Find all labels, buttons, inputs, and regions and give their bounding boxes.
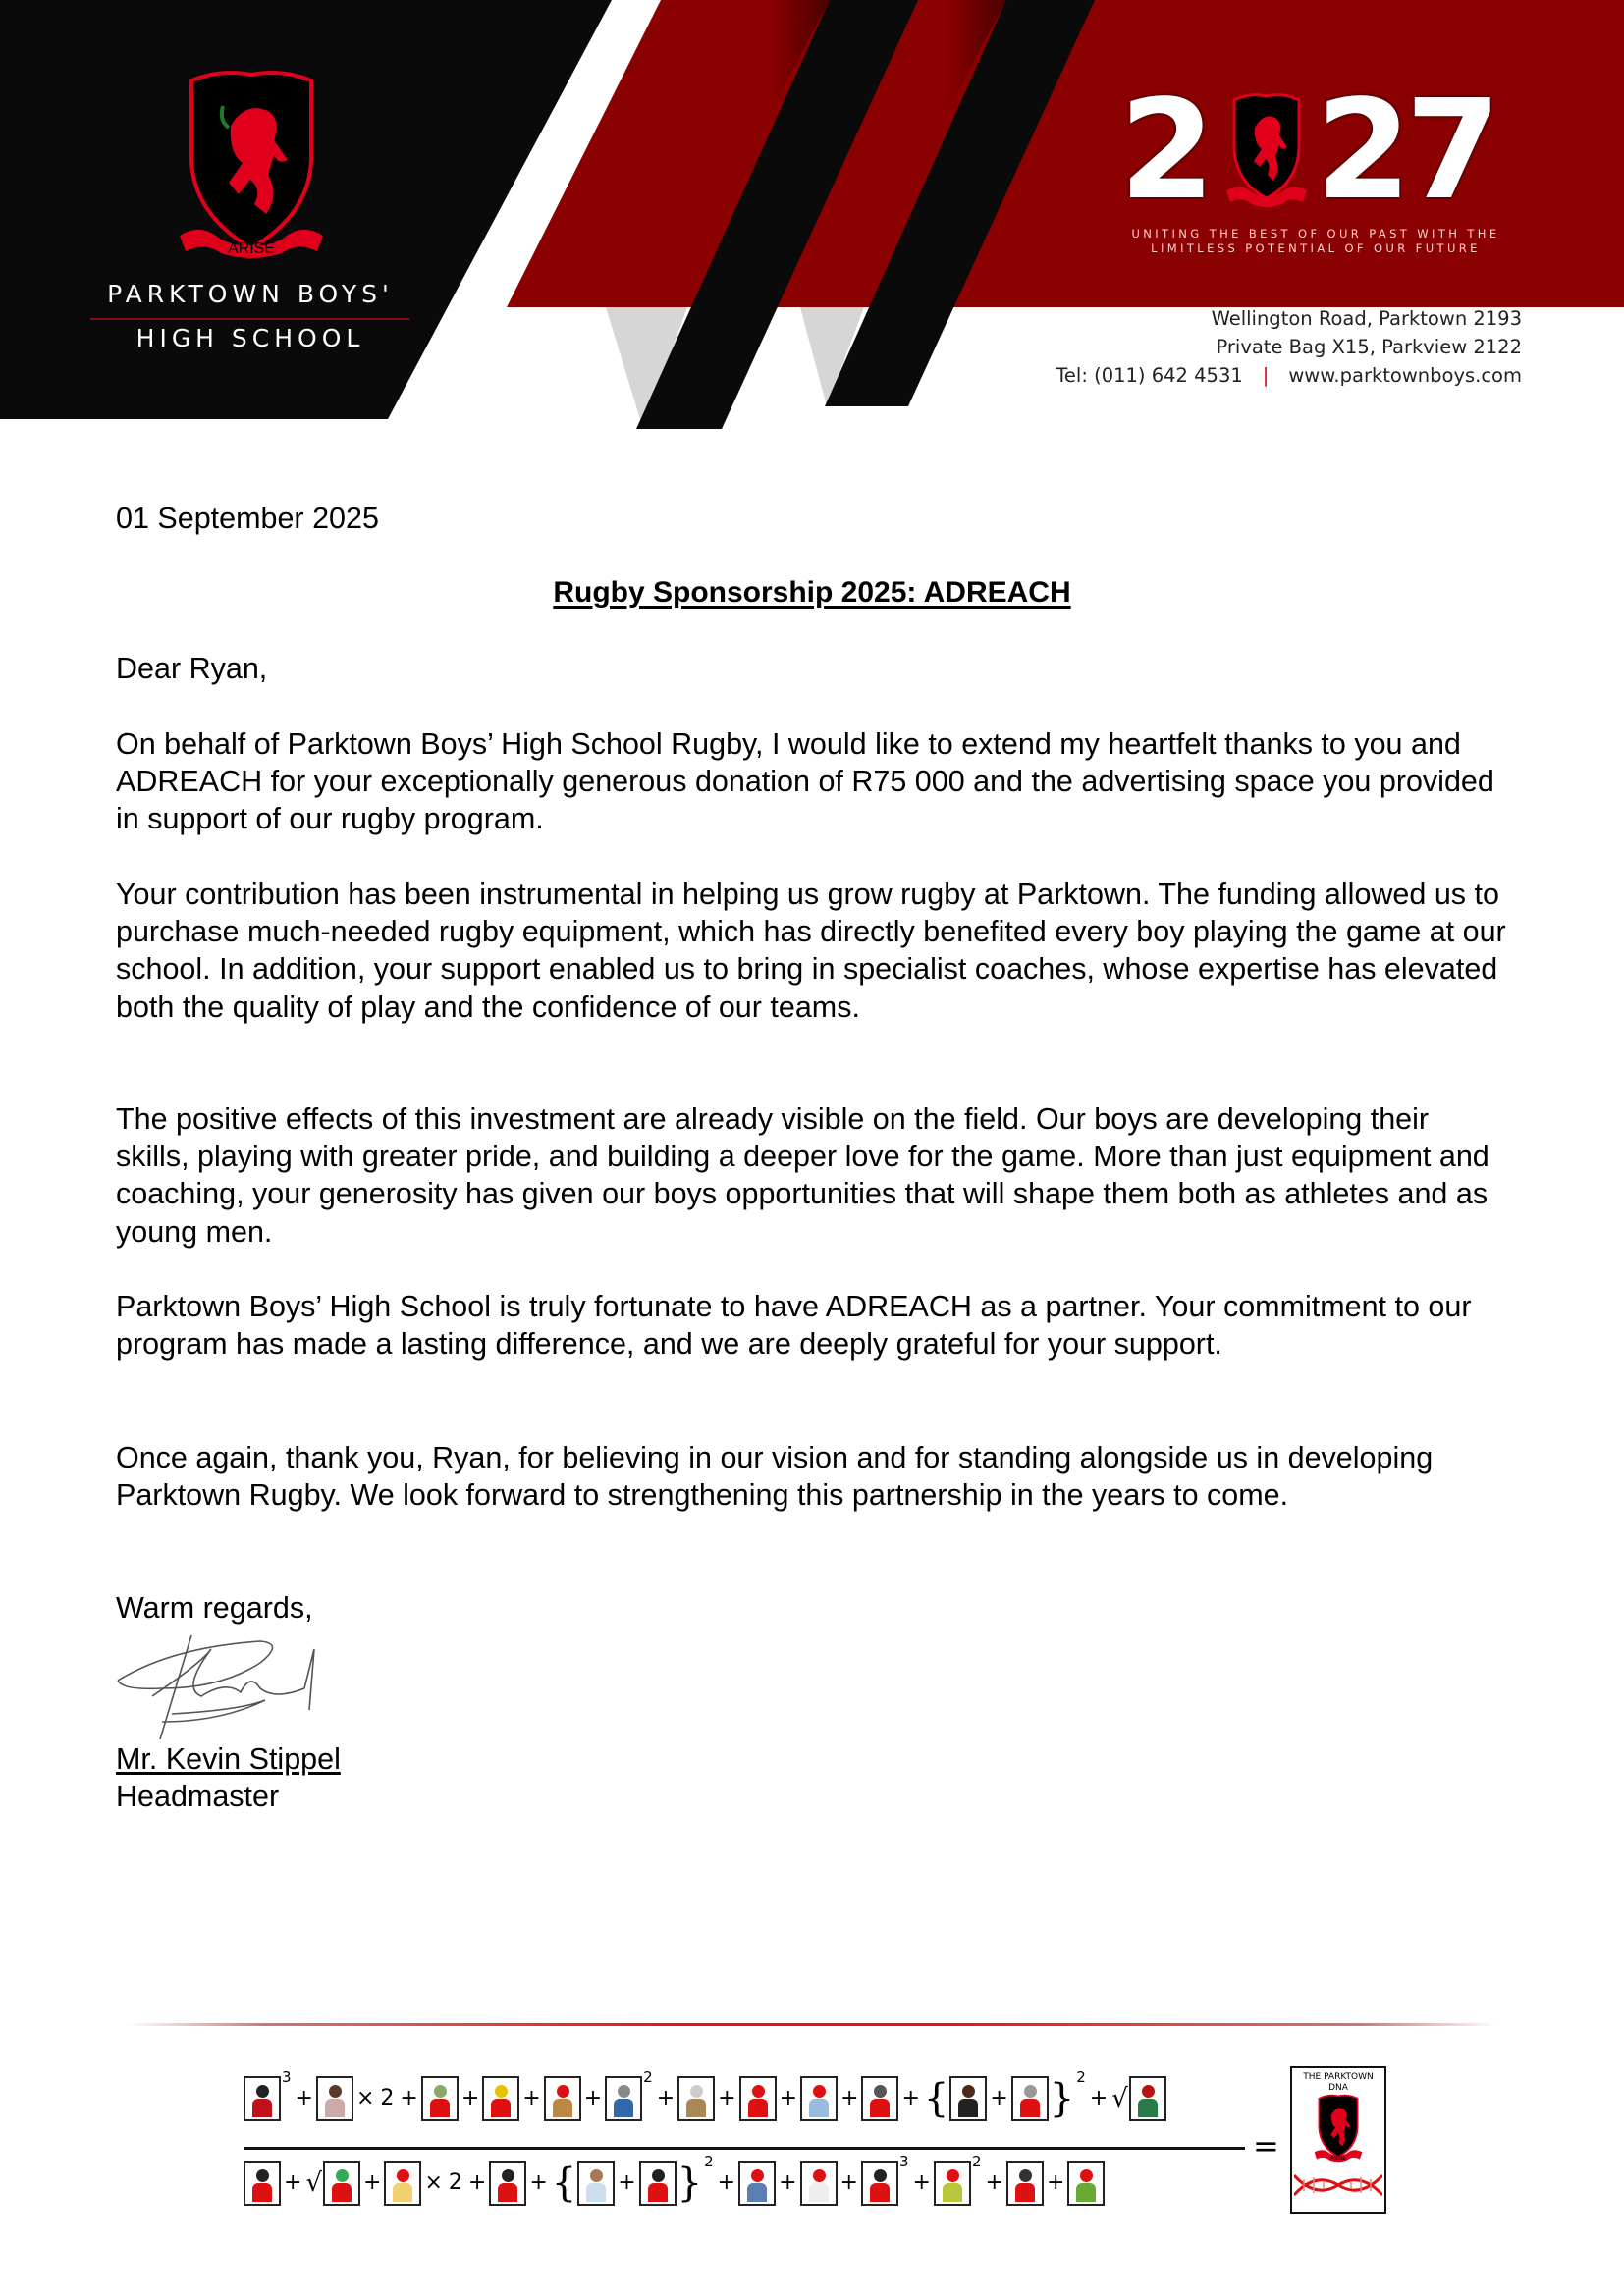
eq-op: 2	[704, 2153, 714, 2170]
eq-op: ×	[424, 2170, 443, 2195]
juggling-icon	[323, 2161, 360, 2206]
eq-op: +	[583, 2086, 603, 2110]
letter-subject	[0, 574, 1624, 612]
salutation: Dear Ryan,	[116, 652, 268, 685]
letter-date: 01 September 2025	[116, 502, 379, 535]
equation-equals: =	[1253, 2127, 1279, 2164]
dna-motto: ARISE	[1330, 2156, 1346, 2163]
dna-crest-icon	[1304, 2094, 1373, 2163]
eq-op: 2	[971, 2153, 982, 2170]
parktown-dna-card	[1290, 2066, 1386, 2214]
vision-year-left: 2	[1119, 71, 1210, 231]
signatory-title: Headmaster	[116, 1780, 280, 1813]
vision-tagline-line2: LIMITLESS POTENTIAL OF OUR FUTURE	[1151, 241, 1481, 255]
paragraph-4: Parktown Boys’ High School is truly fortunate to have ADREACH as a partner. Your commitment to our program has made a lasting difference, and we are deeply grateful for your support.	[116, 1290, 1472, 1362]
eq-op: +	[295, 2086, 313, 2110]
dumbbell-icon	[861, 2076, 898, 2121]
address-line1: Wellington Road, Parktown 2193	[1211, 307, 1522, 330]
paragraph-2: Your contribution has been instrumental in helping us grow rugby at Parktown. The funding allowed us to purchase much-needed rugby equipment, which has directly benefited every boy playing the game at our school. In addition, your support enabled us to bring in specialist coaches, whose expertise has elevated both the quality of play and the confidence of our teams.	[116, 878, 1506, 1024]
eq-op: +	[717, 2170, 736, 2195]
eq-op: {	[551, 2161, 577, 2206]
eq-op: √	[305, 2168, 323, 2198]
letter-subject-text: Rugby Sponsorship 2025: ADREACH	[553, 576, 1071, 609]
businessman-icon	[949, 2076, 987, 2121]
eq-op: +	[901, 2086, 920, 2110]
paragraph-3: The positive effects of this investment are already visible on the field. Our boys are developing their skills, playing with greater pride, and building a deeper love for the game. More than just equipment and coaching, your generosity has given our boys opportunities that will shape them both as athletes and as young men.	[116, 1102, 1489, 1249]
footer-divider	[128, 2023, 1497, 2026]
eq-op: +	[990, 2086, 1008, 2110]
eq-op: +	[779, 2086, 798, 2110]
website-link[interactable]: www.parktownboys.com	[1288, 364, 1522, 387]
meditation-icon	[421, 2076, 459, 2121]
school-name-divider	[90, 318, 409, 320]
eq-op: }	[677, 2161, 703, 2206]
weightlifting-icon	[605, 2076, 642, 2121]
eq-op: 2	[643, 2068, 653, 2086]
runner-icon	[934, 2161, 971, 2206]
telescope-icon	[1011, 2076, 1049, 2121]
team-group-icon	[244, 2076, 281, 2121]
eq-op: +	[839, 2170, 858, 2195]
eq-op: 2	[380, 2086, 395, 2110]
exchange-icon	[639, 2161, 677, 2206]
dna-title-line2: DNA	[1328, 2083, 1348, 2093]
lion-rider-icon	[544, 2076, 581, 2121]
mentors-icon	[489, 2161, 526, 2206]
eq-op: +	[618, 2170, 636, 2195]
equation-numerator	[244, 2068, 1245, 2124]
eq-op: +	[363, 2170, 382, 2195]
eq-op: +	[718, 2086, 736, 2110]
student-reading-icon	[316, 2076, 353, 2121]
leaping-icon	[1006, 2161, 1044, 2206]
eq-op: +	[840, 2086, 859, 2110]
signature-icon	[113, 1631, 339, 1739]
recycling-icon	[1067, 2161, 1105, 2206]
paragraph-1: On behalf of Parktown Boys’ High School Rugby, I would like to extend my heartfelt thanks to you and ADREACH for your exceptionally generous donation of R75 000 and the advertising space you provided in support of our rugby program.	[116, 727, 1494, 836]
vision-tagline-line1: UNITING THE BEST OF OUR PAST WITH THE	[1131, 227, 1500, 240]
bed-icon	[800, 2161, 838, 2206]
thinker-icon	[384, 2161, 421, 2206]
eq-op: +	[522, 2086, 541, 2110]
eq-op: +	[912, 2170, 931, 2195]
muscle-icon	[861, 2161, 898, 2206]
crest-motto: ARISE	[227, 240, 276, 257]
vision-year-right: 27	[1316, 71, 1495, 231]
eq-op: +	[1089, 2086, 1109, 2110]
telephone: Tel: (011) 642 4531	[1056, 364, 1243, 387]
climber-icon	[800, 2076, 838, 2121]
equation-fraction-bar	[244, 2147, 1245, 2150]
vision-crest-icon	[1222, 92, 1311, 208]
eq-op: {	[923, 2076, 949, 2121]
address-line2: Private Bag X15, Parkview 2122	[1216, 336, 1522, 358]
eq-op: 2	[1076, 2068, 1086, 2086]
eq-op: +	[284, 2170, 302, 2195]
dog-walk-icon	[738, 2161, 776, 2206]
eq-op: +	[985, 2170, 1003, 2195]
eq-op: +	[529, 2170, 548, 2195]
handshake-icon	[244, 2161, 281, 2206]
paragraph-5: Once again, thank you, Ryan, for believing in our vision and for standing alongside us in developing Parktown Rugby. We look forward to strengthening this partnership in the years to come.	[116, 1441, 1434, 1513]
signatory-name	[116, 1740, 1510, 1778]
contact-separator: |	[1262, 364, 1270, 387]
umbrella-icon	[1129, 2076, 1166, 2121]
dna-helix-icon	[1294, 2167, 1382, 2203]
conversation-icon	[577, 2161, 615, 2206]
contact-line	[1056, 364, 1522, 388]
signatory-name-text: Mr. Kevin Stippel	[116, 1742, 341, 1776]
eq-op: 3	[282, 2068, 292, 2086]
magnet-icon	[739, 2076, 777, 2121]
equation-denominator	[244, 2153, 1245, 2209]
eq-op: 2	[448, 2170, 462, 2195]
eq-op: ×	[355, 2086, 375, 2110]
school-crest-icon	[172, 67, 331, 258]
eq-op: +	[467, 2170, 487, 2195]
school-name-line1: PARKTOWN BOYS'	[107, 280, 394, 308]
closing: Warm regards,	[116, 1591, 313, 1625]
eq-op: +	[1046, 2170, 1065, 2195]
eq-op: +	[400, 2086, 418, 2110]
eq-op: 3	[898, 2153, 909, 2170]
eq-op: √	[1111, 2084, 1128, 2113]
trophy-icon	[677, 2076, 715, 2121]
team-podium-icon	[482, 2076, 519, 2121]
dna-title-line1: THE PARKTOWN	[1303, 2072, 1374, 2082]
eq-op: }	[1049, 2076, 1075, 2121]
eq-op: +	[779, 2170, 797, 2195]
school-name-line2: HIGH SCHOOL	[135, 324, 365, 352]
eq-op: +	[656, 2086, 676, 2110]
eq-op: +	[460, 2086, 480, 2110]
